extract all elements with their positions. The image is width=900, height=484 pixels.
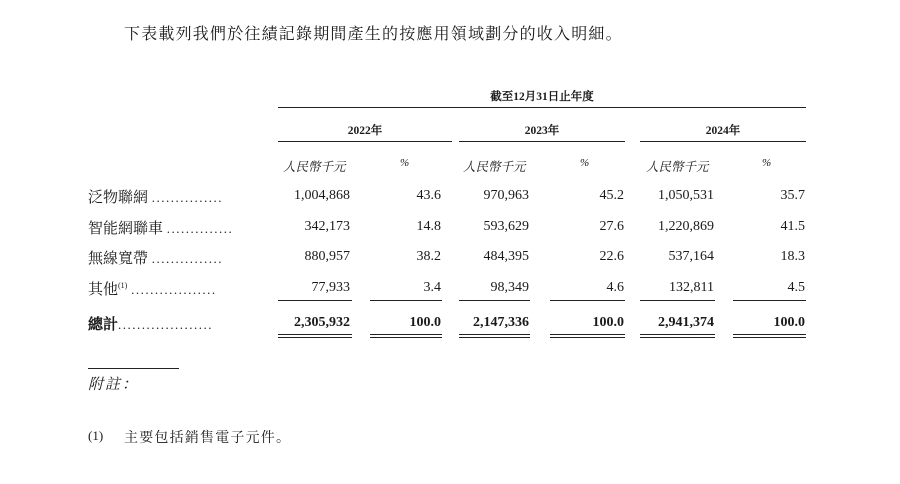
- cell-iot-2024-amount: 1,050,531: [658, 188, 714, 203]
- year-rule-2022: [278, 141, 452, 142]
- subtotal-rule: [733, 300, 806, 301]
- notes-heading: 附註：: [88, 377, 140, 393]
- total-double-rule: [640, 334, 715, 338]
- cell-broadband-2023-amount: 484,395: [483, 249, 529, 264]
- year-header-2022: 2022年: [347, 125, 383, 137]
- row-label-connected-vehicle: 智能網聯車 ..............: [88, 221, 234, 237]
- cell-total-2022-pct: 100.0: [409, 315, 441, 330]
- note-text: 主要包括銷售電子元件。: [124, 431, 292, 446]
- year-rule-2023: [459, 141, 625, 142]
- cell-total-2024-amount: 2,941,374: [658, 315, 714, 330]
- cell-broadband-2024-pct: 18.3: [780, 249, 805, 264]
- subtotal-rule: [459, 300, 530, 301]
- cell-iot-2022-pct: 43.6: [416, 188, 441, 203]
- cell-total-2023-pct: 100.0: [592, 315, 624, 330]
- row-label-wireless-broadband: 無線寬帶 ...............: [88, 251, 224, 267]
- cell-iot-2024-pct: 35.7: [780, 188, 805, 203]
- cell-vehicle-2023-amount: 593,629: [483, 219, 529, 234]
- cell-total-2024-pct: 100.0: [773, 315, 805, 330]
- pct-label-2024: %: [762, 157, 772, 169]
- footnote-marker: (1): [118, 281, 128, 290]
- cell-vehicle-2024-amount: 1,220,869: [658, 219, 714, 234]
- total-double-rule: [733, 334, 806, 338]
- subtotal-rule: [278, 300, 352, 301]
- subtotal-rule: [370, 300, 442, 301]
- unit-label-2022: 人民幣千元: [283, 160, 346, 174]
- row-label-others: 其他$^{(1)}$ ..................: [88, 281, 217, 298]
- year-header-2023: 2023年: [524, 125, 560, 137]
- cell-others-2022-pct: 3.4: [423, 280, 441, 295]
- unit-label-2023: 人民幣千元: [463, 160, 526, 174]
- year-rule-2024: [640, 141, 806, 142]
- intro-paragraph: 下表載列我們於往績記錄期間產生的按應用領域劃分的收入明細。: [124, 26, 623, 43]
- cell-others-2022-amount: 77,933: [311, 280, 350, 295]
- total-double-rule: [370, 334, 442, 338]
- year-header-2024: 2024年: [705, 125, 741, 137]
- cell-broadband-2022-amount: 880,957: [304, 249, 350, 264]
- notes-separator: [88, 368, 179, 369]
- cell-others-2024-amount: 132,811: [669, 280, 714, 295]
- row-label-iot: 泛物聯網 ...............: [88, 190, 224, 206]
- subtotal-rule: [640, 300, 715, 301]
- unit-label-2024: 人民幣千元: [646, 160, 709, 174]
- row-label-total: 總計....................: [88, 317, 214, 333]
- pct-label-2023: %: [580, 157, 590, 169]
- cell-iot-2023-amount: 970,963: [483, 188, 529, 203]
- cell-others-2023-amount: 98,349: [490, 280, 529, 295]
- total-double-rule: [459, 334, 530, 338]
- period-header: 截至12月31日止年度: [490, 91, 594, 103]
- note-number: (1): [88, 428, 104, 443]
- cell-vehicle-2022-amount: 342,173: [304, 219, 350, 234]
- cell-vehicle-2022-pct: 14.8: [416, 219, 441, 234]
- cell-iot-2022-amount: 1,004,868: [294, 188, 350, 203]
- cell-broadband-2023-pct: 22.6: [599, 249, 624, 264]
- total-double-rule: [550, 334, 625, 338]
- cell-broadband-2024-amount: 537,164: [668, 249, 714, 264]
- cell-total-2022-amount: 2,305,932: [294, 315, 350, 330]
- cell-broadband-2022-pct: 38.2: [416, 249, 441, 264]
- cell-total-2023-amount: 2,147,336: [473, 315, 529, 330]
- cell-others-2024-pct: 4.5: [787, 280, 805, 295]
- cell-others-2023-pct: 4.6: [606, 280, 624, 295]
- cell-vehicle-2024-pct: 41.5: [780, 219, 805, 234]
- subtotal-rule: [550, 300, 625, 301]
- pct-label-2022: %: [400, 157, 410, 169]
- total-double-rule: [278, 334, 352, 338]
- period-header-rule: [278, 107, 806, 108]
- cell-iot-2023-pct: 45.2: [599, 188, 624, 203]
- cell-vehicle-2023-pct: 27.6: [599, 219, 624, 234]
